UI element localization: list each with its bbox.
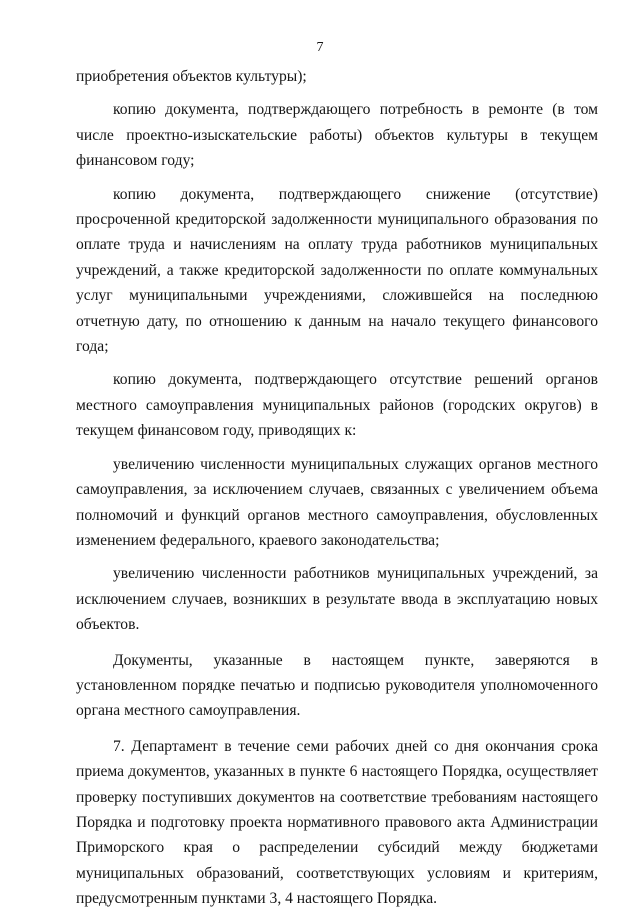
paragraph-institution-staff: увеличению численности работников муниципальных учреждений, за исключением случаев, возникших в результате ввода в эксплуатацию новых объектов. (76, 565, 598, 634)
paragraph-civil-servants: увеличению численности муниципальных служащих органов местного самоуправления, за исключением случаев, связанных с увеличением объема полномочий и функций органов местного самоуправления, обусловленных изменением федерального, краевого законодательства; (76, 455, 598, 549)
paragraph-repair-need: копию документа, подтверждающего потребность в ремонте (в том числе проектно-изыскательские работы) объектов культуры в текущем финансовом году; (76, 101, 598, 170)
paragraph-no-decisions: копию документа, подтверждающего отсутствие решений органов местного самоуправления муниципальных районов (городских округов) в текущем финансовом году, приводящих к: (76, 371, 598, 440)
paragraph-continuation: приобретения объектов культуры); (76, 68, 307, 85)
paragraph-department-review: 7. Департамент в течение семи рабочих дней со дня окончания срока приема документов, указанных в пункте 6 настоящего Порядка, осуществляет проверку поступивших документов на соответствие требованиям настоящего Порядка и подготовку проекта нормативного правового акта Администрации Приморского края о распределении субсидий между бюджетами муниципальных образований, соответствующих условиям и критериям, предусмотренным пунктами 3, 4 настоящего Порядка. (76, 737, 598, 908)
paragraph-debt-reduction: копию документа, подтверждающего снижение (отсутствие) просроченной кредиторской задолженности муниципального образования по оплате труда и начислениям на оплату труда работников муниципальных учреждений, а также кредиторской задолженности по оплате коммунальных услуг муниципальными учреждениями, сложившейся на последнюю отчетную дату, по отношению к данным на начало текущего финансового года; (76, 185, 598, 356)
paragraph-certification: Документы, указанные в настоящем пункте, заверяются в установленном порядке печатью и подписью руководителя уполномоченного органа местного самоуправления. (76, 651, 598, 720)
document-body (76, 64, 598, 912)
page-number: 7 (316, 40, 324, 55)
